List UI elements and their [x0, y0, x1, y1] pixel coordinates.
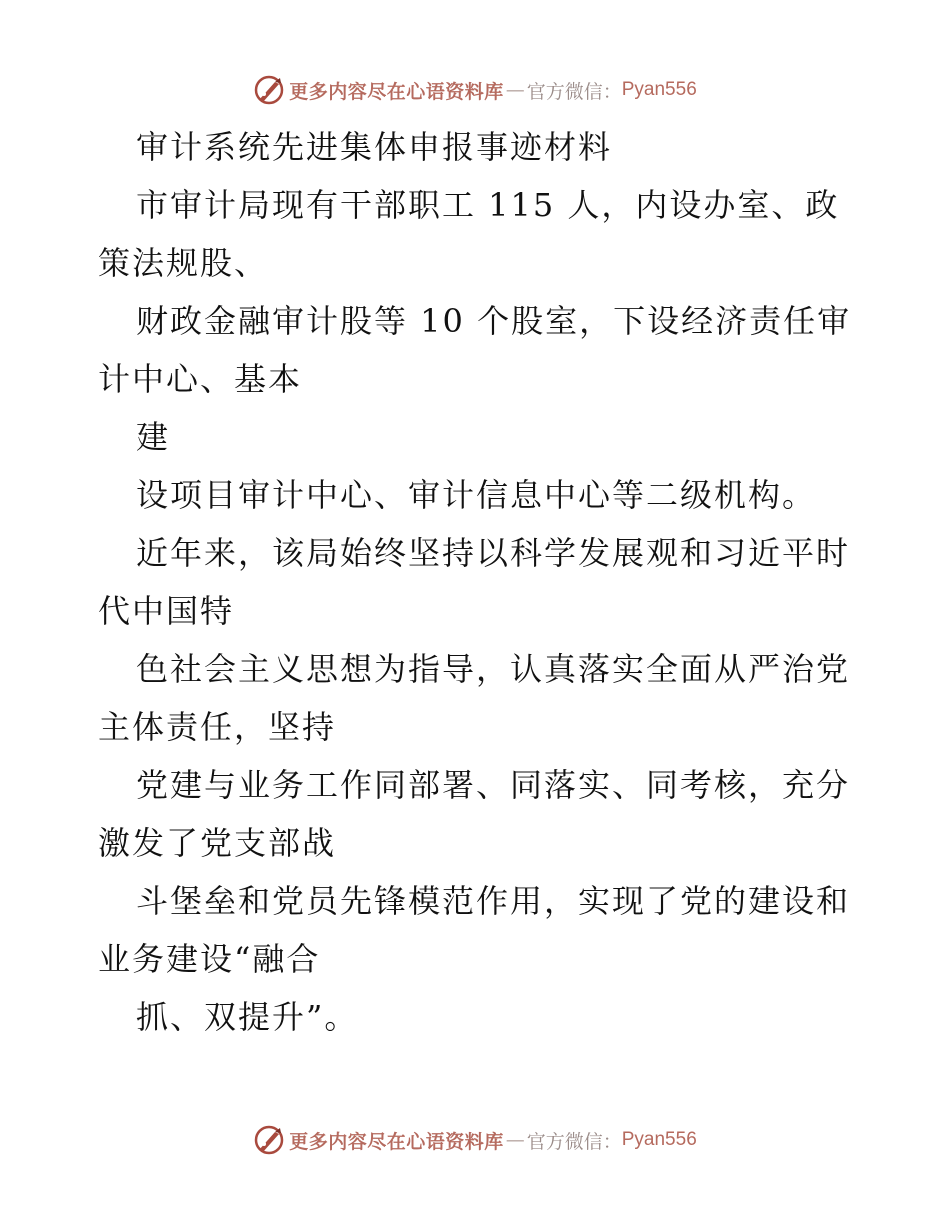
paragraph-line: 设项目审计中心、审计信息中心等二级机构。	[136, 476, 817, 514]
header-watermark	[0, 72, 950, 108]
watermark-code: Pyan556	[621, 79, 697, 100]
watermark-label: 官方微信：	[526, 80, 622, 103]
paragraph-line: 财政金融审计股等 10 个股室，下设经济责任审	[136, 302, 852, 340]
watermark-separator: —	[505, 1129, 525, 1151]
paragraph-line: 建	[136, 418, 171, 456]
watermark-main-text: 更多内容尽在心语资料库	[289, 80, 504, 103]
paragraph-line: 策法规股、	[98, 244, 269, 282]
paragraph-line: 代中国特	[98, 592, 235, 630]
paragraph-line: 激发了党支部战	[98, 824, 337, 862]
watermark-separator: —	[505, 79, 525, 101]
paragraph-line: 色社会主义思想为指导，认真落实全面从严治党	[136, 650, 851, 688]
watermark-main-text: 更多内容尽在心语资料库	[289, 1130, 504, 1153]
footer-watermark	[0, 1122, 950, 1158]
paragraph-line: 业务建设“融合	[98, 940, 321, 978]
paragraph-line: 计中心、基本	[98, 360, 303, 398]
watermark-label: 官方微信：	[526, 1130, 622, 1153]
document-title: 审计系统先进集体申报事迹材料	[136, 128, 613, 166]
paragraph-line: 斗堡垒和党员先锋模范作用，实现了党的建设和	[136, 882, 851, 920]
paragraph-line: 市审计局现有干部职工 115 人，内设办室、政	[136, 186, 840, 224]
paragraph-line: 党建与业务工作同部署、同落实、同考核，充分	[136, 766, 851, 804]
paragraph-line: 主体责任，坚持	[98, 708, 337, 746]
paragraph-line: 近年来，该局始终坚持以科学发展观和习近平时	[136, 534, 851, 572]
pen-logo-icon	[253, 1124, 285, 1156]
pen-logo-icon	[253, 74, 285, 106]
paragraph-line: 抓、双提升”。	[136, 998, 359, 1036]
watermark-code: Pyan556	[621, 1129, 697, 1150]
document-body	[98, 118, 858, 1046]
